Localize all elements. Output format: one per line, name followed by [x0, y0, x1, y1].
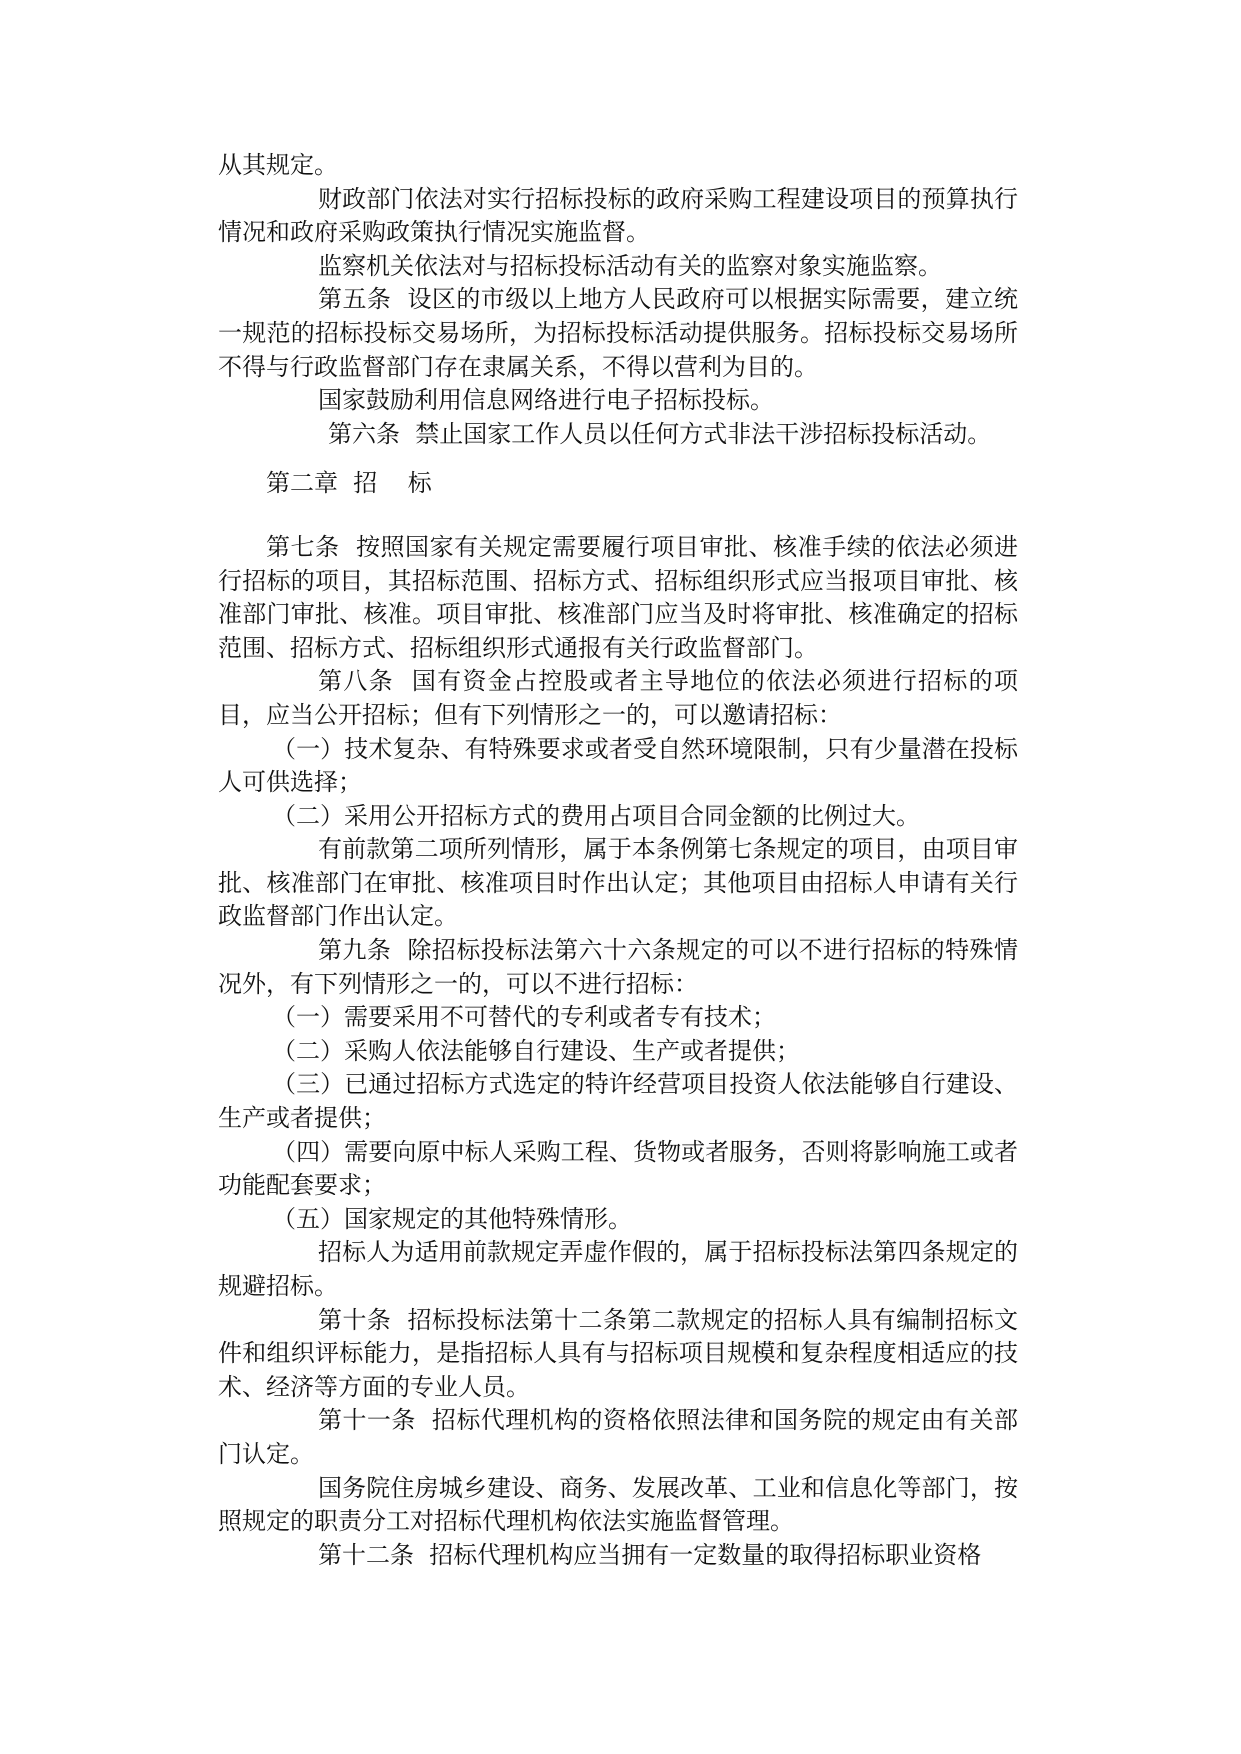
- article-8-item-1: （一）技术复杂、有特殊要求或者受自然环境限制，只有少量潜在投标人可供选择；: [218, 734, 1018, 797]
- paragraph-supervisory-organs: 监察机关依法对与招标投标活动有关的监察对象实施监察。: [318, 251, 942, 280]
- article-9-item-5: （五）国家规定的其他特殊情形。: [272, 1204, 632, 1233]
- article-9-item-3: （三）已通过招标方式选定的特许经营项目投资人依法能够自行建设、生产或者提供；: [218, 1070, 1018, 1133]
- article-8-item-2: （二）采用公开招标方式的费用占项目合同金额的比例过大。: [272, 801, 920, 830]
- article-6: 第六条 禁止国家工作人员以任何方式非法干涉招标投标活动。: [328, 419, 992, 448]
- document-body: [218, 149, 1018, 1572]
- article-9: 第九条 除招标投标法第六十六条规定的可以不进行招标的特殊情况外，有下列情形之一的，可以不进行招标：: [218, 936, 1018, 998]
- article-7: 第七条 按照国家有关规定需要履行项目审批、核准手续的依法必须进行招标的项目，其招标范围、招标方式、招标组织形式应当报项目审批、核准部门审批、核准。项目审批、核准部门应当及时将审批、核准确定的招标范围、招标方式、招标组织形式通报有关行政监督部门。: [218, 532, 1018, 662]
- paragraph-finance-supervision: 财政部门依法对实行招标投标的政府采购工程建设项目的预算执行情况和政府采购政策执行情况实施监督。: [218, 184, 1018, 247]
- paragraph-continuation: 从其规定。: [218, 151, 338, 179]
- article-9-item-4: （四）需要向原中标人采购工程、货物或者服务，否则将影响施工或者功能配套要求；: [218, 1137, 1018, 1200]
- article-8: 第八条 国有资金占控股或者主导地位的依法必须进行招标的项目，应当公开招标；但有下列情形之一的，可以邀请招标：: [218, 667, 1018, 729]
- article-9-item-1: （一）需要采用不可替代的专利或者专有技术；: [272, 1003, 776, 1032]
- article-5: 第五条 设区的市级以上地方人民政府可以根据实际需要，建立统一规范的招标投标交易场所，为招标投标活动提供服务。招标投标交易场所不得与行政监督部门存在隶属关系，不得以营利为目的。: [218, 285, 1018, 381]
- paragraph-electronic-bidding: 国家鼓励利用信息网络进行电子招标投标。: [318, 386, 774, 415]
- article-12: 第十二条 招标代理机构应当拥有一定数量的取得招标职业资格: [318, 1540, 982, 1569]
- article-11-paragraph-2: 国务院住房城乡建设、商务、发展改革、工业和信息化等部门，按照规定的职责分工对招标代理机构依法实施监督管理。: [218, 1473, 1018, 1536]
- article-11: 第十一条 招标代理机构的资格依照法律和国务院的规定由有关部门认定。: [218, 1406, 1018, 1468]
- article-10: 第十条 招标投标法第十二条第二款规定的招标人具有编制招标文件和组织评标能力，是指招标人具有与招标项目规模和复杂程度相适应的技术、经济等方面的专业人员。: [218, 1305, 1018, 1401]
- article-9-paragraph-2: 招标人为适用前款规定弄虚作假的，属于招标投标法第四条规定的规避招标。: [218, 1238, 1018, 1300]
- article-8-paragraph-2: 有前款第二项所列情形，属于本条例第七条规定的项目，由项目审批、核准部门在审批、核准项目时作出认定；其他项目由招标人申请有关行政监督部门作出认定。: [218, 835, 1018, 931]
- chapter-heading: 第二章 招 标: [266, 469, 432, 498]
- article-9-item-2: （二）采购人依法能够自行建设、生产或者提供；: [272, 1036, 800, 1065]
